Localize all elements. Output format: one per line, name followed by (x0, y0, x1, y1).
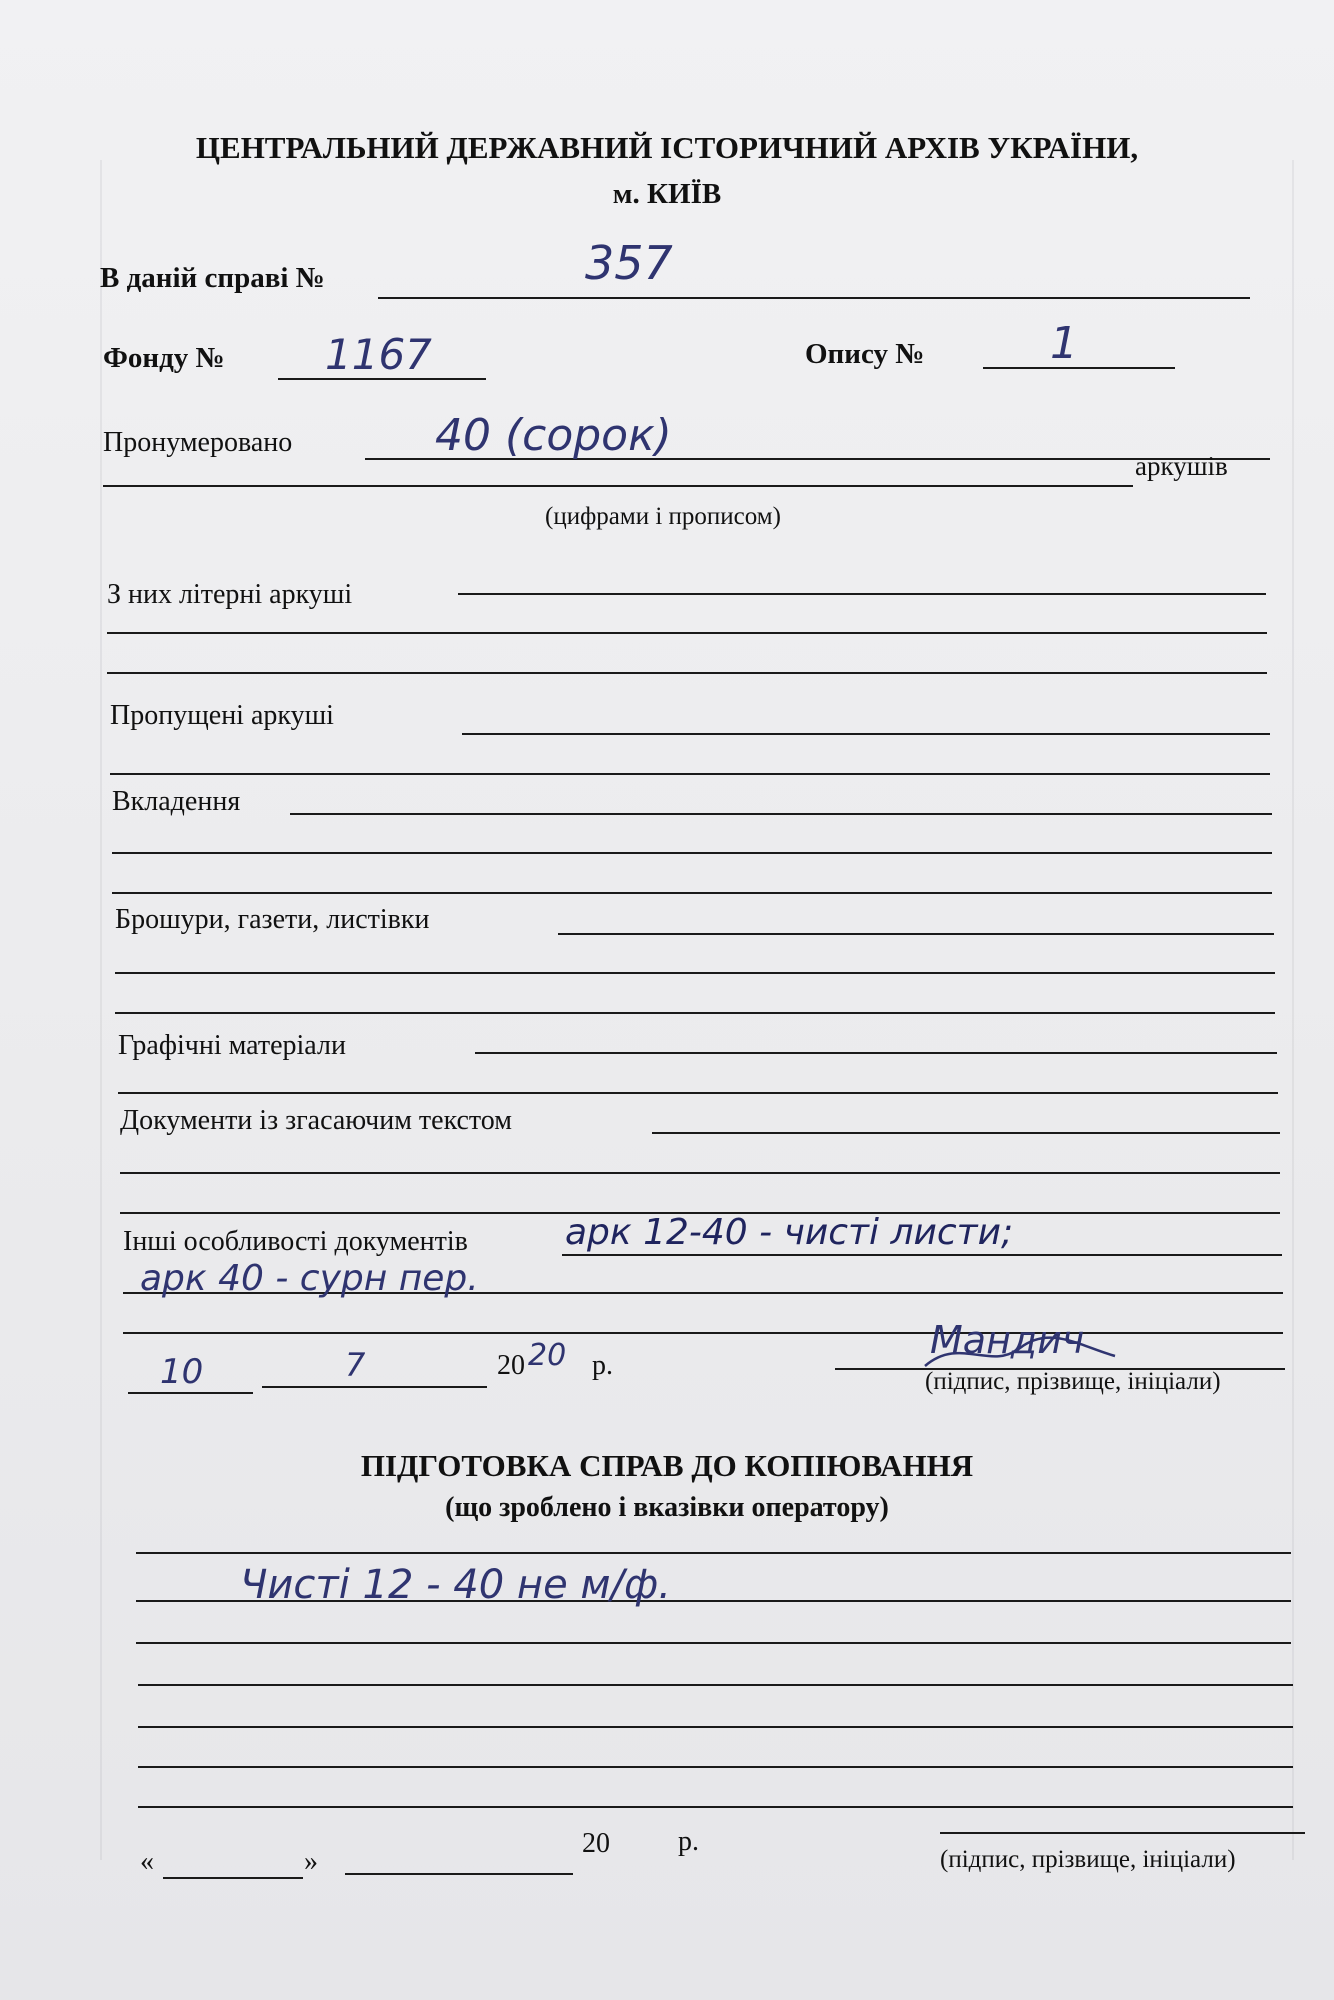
date2-month-line (345, 1873, 573, 1875)
case-number-label: В даній справі № (100, 262, 325, 294)
form-line (136, 1642, 1291, 1644)
form-line (558, 933, 1274, 935)
graphics-label: Графічні матеріали (118, 1030, 346, 1061)
copying-title: ПІДГОТОВКА СПРАВ ДО КОПІЮВАННЯ (360, 1448, 974, 1483)
archive-title: ЦЕНТРАЛЬНИЙ ДЕРЖАВНИЙ ІСТОРИЧНИЙ АРХІВ УКРАЇНИ, (195, 130, 1139, 165)
date1-day: 10 (160, 1352, 204, 1392)
date1-year-mark: р. (592, 1350, 613, 1381)
date1-year-suffix: 20 (528, 1338, 567, 1373)
case-number-line (378, 297, 1250, 299)
attachments-label: Вкладення (112, 786, 241, 817)
form-line (120, 1172, 1280, 1174)
numbered-suffix: аркушів (1135, 451, 1228, 481)
form-line (118, 1092, 1278, 1094)
date1-year-prefix: 20 (497, 1350, 525, 1381)
form-line (290, 813, 1272, 815)
fond-label: Фонду № (103, 342, 225, 374)
case-number-value: 357 (585, 236, 673, 290)
date2-close-quote: » (304, 1846, 318, 1877)
date1-month: 7 (345, 1346, 366, 1384)
archive-city: м. КИЇВ (612, 178, 722, 210)
opys-line (983, 367, 1175, 369)
form-line (462, 733, 1270, 735)
form-line (562, 1254, 1282, 1256)
date2-day-line (163, 1877, 303, 1879)
signature-caption: (підпис, прізвище, ініціали) (925, 1368, 1221, 1395)
date1-day-line (128, 1392, 253, 1394)
date2-year-mark: р. (678, 1826, 699, 1857)
numbered-label: Пронумеровано (103, 427, 293, 458)
opys-label: Опису № (805, 338, 925, 370)
missing-sheets-label: Пропущені аркуші (110, 700, 334, 731)
form-line (138, 1806, 1293, 1808)
form-line (475, 1052, 1277, 1054)
other-features-value-1: арк 12-40 - чисті листи; (565, 1212, 1014, 1253)
other-features-value-2: арк 40 - сурн пер. (140, 1258, 479, 1299)
date1-month-line (262, 1386, 487, 1388)
numbered-value: 40 (сорок) (435, 410, 672, 461)
numbered-hint: (цифрами і прописом) (545, 503, 781, 530)
copying-subtitle: (що зроблено і вказівки оператору) (445, 1492, 889, 1523)
form-line (112, 852, 1272, 854)
form-line (138, 1726, 1293, 1728)
form-line (136, 1552, 1291, 1554)
numbered-line-2 (103, 485, 1133, 487)
other-features-label: Інші особливості документів (123, 1226, 468, 1257)
brochures-label: Брошури, газети, листівки (115, 904, 430, 935)
form-line (112, 892, 1272, 894)
form-line (138, 1684, 1293, 1686)
date2-year-prefix: 20 (582, 1828, 610, 1859)
signature2-caption: (підпис, прізвище, ініціали) (940, 1846, 1236, 1873)
date2-open-quote: « (140, 1846, 154, 1877)
form-line (107, 672, 1267, 674)
form-line (107, 632, 1267, 634)
form-line (138, 1766, 1293, 1768)
form-line (652, 1132, 1280, 1134)
signature-text: Мандич (930, 1318, 1085, 1362)
signature2-line (940, 1832, 1305, 1834)
form-line (115, 1012, 1275, 1014)
fading-text-label: Документи із згасаючим текстом (120, 1105, 512, 1136)
fond-value: 1167 (325, 330, 432, 379)
opys-value: 1 (1050, 318, 1078, 369)
letter-sheets-label: З них літерні аркуші (107, 579, 353, 610)
form-line (115, 972, 1275, 974)
form-line (458, 593, 1266, 595)
form-line (110, 773, 1270, 775)
copying-note: Чисті 12 - 40 не м/ф. (240, 1562, 671, 1608)
